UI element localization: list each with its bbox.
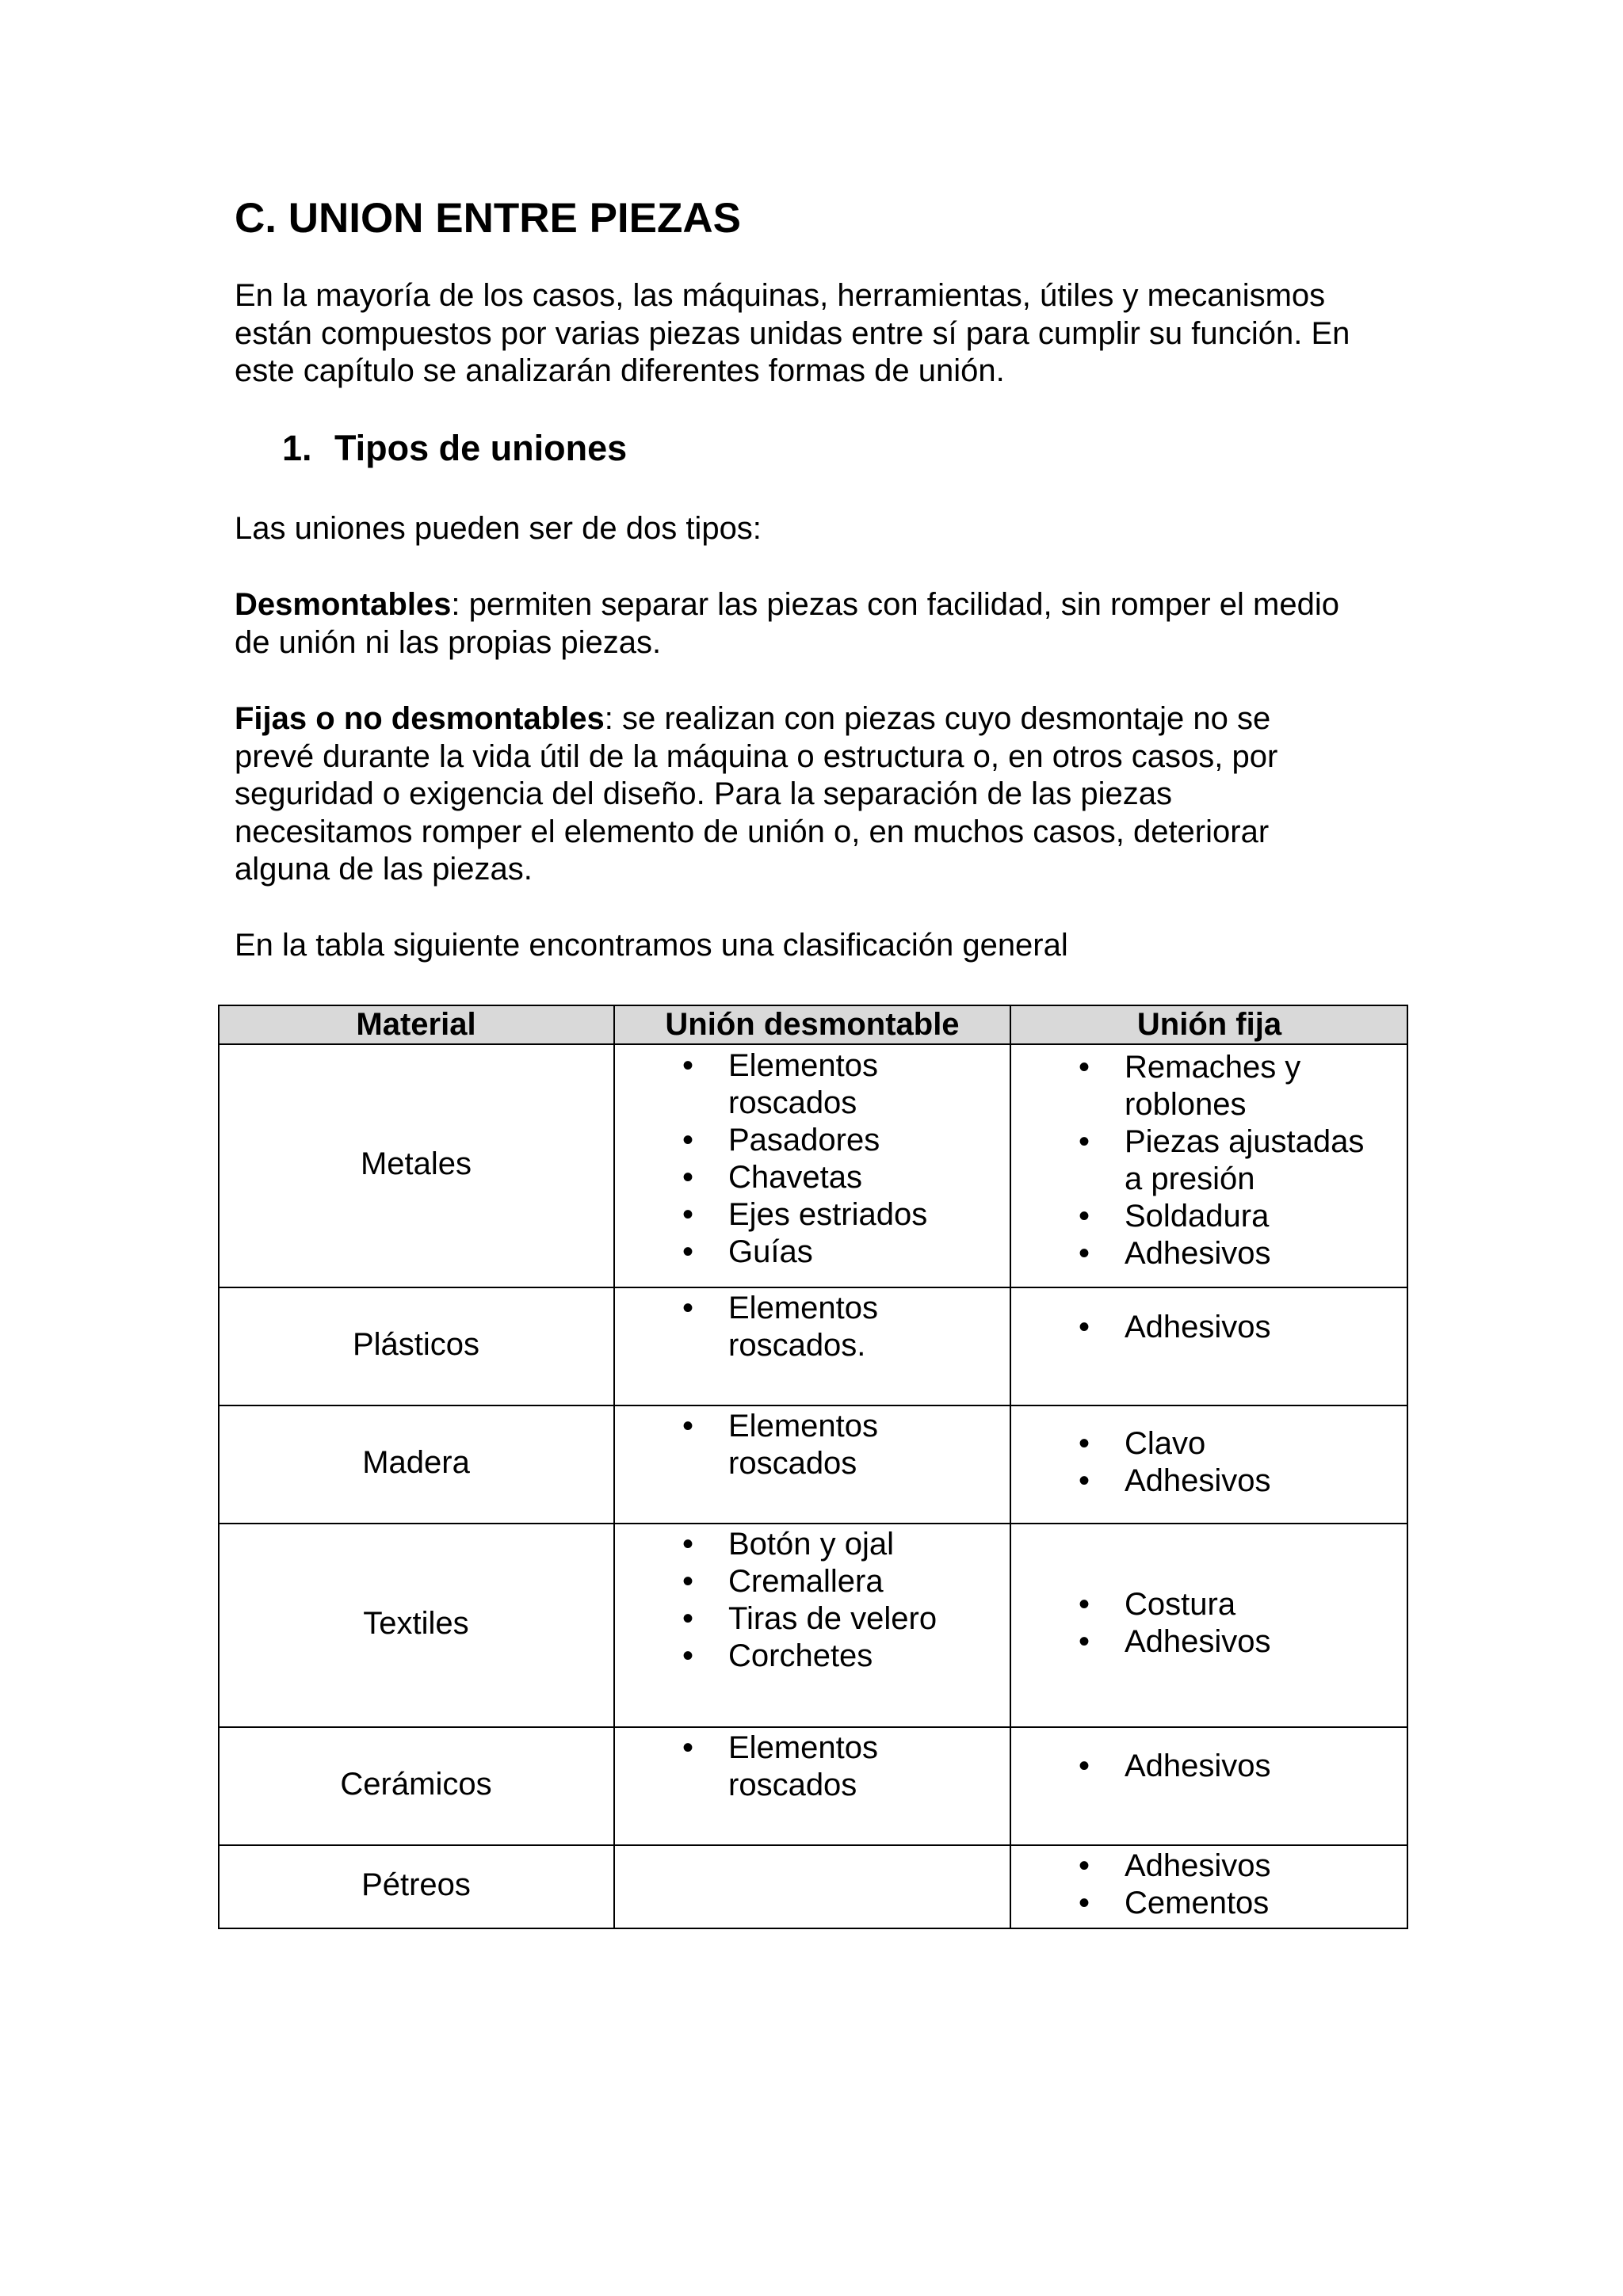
list-item: • Botón y ojal: [682, 1527, 895, 1562]
fija-list: [1079, 1748, 1271, 1785]
list-item: • Adhesivos: [1079, 1236, 1271, 1271]
list-item: • Guías: [682, 1234, 813, 1269]
material-cell: Textiles: [363, 1606, 469, 1641]
table-row-divider: [218, 1844, 1408, 1846]
intro-line: están compuestos por varias piezas unidas entre sí para cumplir su función. En: [235, 315, 1350, 351]
list-item: • Adhesivos: [1079, 1463, 1271, 1498]
section-number: 1.: [282, 428, 312, 468]
list-item: • Pasadores: [682, 1123, 880, 1158]
bullet-icon: •: [1079, 1124, 1090, 1159]
bullet-icon: •: [1079, 1426, 1090, 1461]
desmontables-term: Desmontables: [235, 587, 452, 622]
fijas-term: Fijas o no desmontables: [235, 701, 605, 736]
fija-list: [1079, 1425, 1271, 1500]
list-item: • Piezas ajustadas a presión: [1079, 1124, 1365, 1196]
section-heading: [282, 428, 627, 469]
table-column-divider: [1010, 1005, 1011, 1929]
table-intro: En la tabla siguiente encontramos una clasificación general: [235, 928, 1068, 963]
fijas-line: prevé durante la vida útil de la máquina o estructura o, en otros casos, por: [235, 738, 1278, 774]
fija-list: [1079, 1848, 1271, 1922]
list-item: • Elementos roscados: [682, 1048, 878, 1120]
fijas-text: : se realizan con piezas cuyo desmontaje no se: [604, 701, 1271, 736]
desmontable-list: [682, 1047, 928, 1271]
intro-line: este capítulo se analizarán diferentes formas de unión.: [235, 353, 1005, 388]
list-item: • Clavo: [1079, 1426, 1206, 1461]
desmontable-list: [682, 1408, 878, 1482]
bullet-icon: •: [682, 1197, 694, 1232]
fijas-line: alguna de las piezas.: [235, 852, 533, 887]
bullet-icon: •: [1079, 1463, 1090, 1498]
table-border-top: [218, 1005, 1408, 1006]
list-item: • Adhesivos: [1079, 1624, 1271, 1659]
header-union-desmontable: Unión desmontable: [665, 1007, 960, 1042]
list-item: • Adhesivos: [1079, 1310, 1271, 1344]
material-cell: Pétreos: [361, 1867, 471, 1902]
desmontables-text: : permiten separar las piezas con facilidad, sin romper el medio: [451, 587, 1339, 622]
bullet-icon: •: [682, 1048, 694, 1083]
table-border-right: [1407, 1005, 1408, 1929]
section-title: Tipos de uniones: [334, 428, 628, 468]
fijas-paragraph: [235, 700, 1423, 889]
bullet-icon: •: [1079, 1199, 1090, 1234]
list-item: • Adhesivos: [1079, 1848, 1271, 1883]
bullet-icon: •: [1079, 1587, 1090, 1622]
fijas-line: [235, 700, 1423, 738]
bullet-icon: •: [1079, 1749, 1090, 1783]
fija-list: [1079, 1309, 1271, 1346]
desmontables-line: [235, 586, 1423, 624]
material-cell: Cerámicos: [340, 1767, 492, 1802]
list-item: • Cementos: [1079, 1886, 1270, 1920]
header-material: Material: [356, 1007, 476, 1042]
bullet-icon: •: [1079, 1310, 1090, 1344]
list-item: • Ejes estriados: [682, 1197, 928, 1232]
intro-line: En la mayoría de los casos, las máquinas, herramientas, útiles y mecanismos: [235, 278, 1326, 313]
table-row-divider: [218, 1405, 1408, 1406]
bullet-icon: •: [1079, 1050, 1090, 1085]
bullet-icon: •: [682, 1160, 694, 1195]
table-row-divider: [218, 1726, 1408, 1728]
bullet-icon: •: [1079, 1624, 1090, 1659]
list-item: • Cremallera: [682, 1564, 884, 1599]
bullet-icon: •: [682, 1638, 694, 1673]
header-union-fija: Unión fija: [1136, 1007, 1282, 1042]
list-item: • Elementos roscados: [682, 1409, 878, 1481]
table-row-divider: [218, 1523, 1408, 1524]
list-item: • Elementos roscados: [682, 1730, 878, 1802]
bullet-icon: •: [682, 1527, 694, 1562]
desmontable-list: [682, 1730, 878, 1804]
fija-list: [1079, 1586, 1271, 1661]
fijas-line: seguridad o exigencia del diseño. Para la separación de las piezas: [235, 776, 1172, 811]
desmontable-list: [682, 1290, 878, 1364]
material-cell: Metales: [360, 1146, 472, 1181]
bullet-icon: •: [682, 1291, 694, 1325]
fijas-line: necesitamos romper el elemento de unión o, en muchos casos, deteriorar: [235, 814, 1270, 849]
desmontables-paragraph: [235, 586, 1423, 662]
table-row-divider: [218, 1043, 1408, 1045]
bullet-icon: •: [1079, 1848, 1090, 1883]
bullet-icon: •: [682, 1123, 694, 1158]
page-heading: C. UNION ENTRE PIEZAS: [235, 195, 742, 242]
list-item: • Elementos roscados.: [682, 1291, 878, 1363]
types-intro: Las uniones pueden ser de dos tipos:: [235, 511, 762, 546]
bullet-icon: •: [1079, 1886, 1090, 1920]
list-item: • Costura: [1079, 1587, 1236, 1622]
material-cell: Madera: [362, 1445, 470, 1480]
material-cell: Plásticos: [352, 1327, 480, 1362]
desmontables-line: de unión ni las propias piezas.: [235, 624, 662, 660]
bullet-icon: •: [682, 1564, 694, 1599]
intro-paragraph: [235, 277, 1423, 391]
desmontable-list: [682, 1526, 938, 1675]
bullet-icon: •: [1079, 1236, 1090, 1271]
list-item: • Soldadura: [1079, 1199, 1270, 1234]
classification-table: [218, 1005, 1408, 1929]
bullet-icon: •: [682, 1601, 694, 1636]
bullet-icon: •: [682, 1234, 694, 1269]
bullet-icon: •: [682, 1409, 694, 1444]
table-row-divider: [218, 1287, 1408, 1288]
list-item: • Tiras de velero: [682, 1601, 938, 1636]
list-item: • Chavetas: [682, 1160, 862, 1195]
fija-list: [1079, 1049, 1365, 1272]
bullet-icon: •: [682, 1730, 694, 1765]
list-item: • Remaches y roblones: [1079, 1050, 1301, 1122]
list-item: • Adhesivos: [1079, 1749, 1271, 1783]
list-item: • Corchetes: [682, 1638, 873, 1673]
table-border-bottom: [218, 1928, 1408, 1929]
